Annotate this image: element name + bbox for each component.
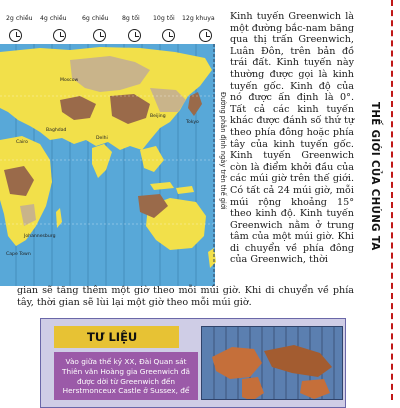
clock-icon [128,29,141,42]
tu-lieu-header: TƯ LIỆU [54,326,179,348]
clock-label-8pm: 8g tối [122,15,140,22]
mini-map-graphic [202,327,343,400]
clock-icon [9,29,22,42]
mini-time-zone-map [201,326,343,400]
tu-lieu-body: Vào giữa thế kỷ XX, Đài Quan sát Thiên văn Hoàng gia Greenwich đã được dời từ Greenwich đến Herstmonceux Castle ở Sussex, để [54,352,198,400]
continuation-paragraph: gian sẽ tăng thêm một giờ theo mỗi múi giờ. Khi di chuyển về phía tây, thời gian sẽ lùi lại một giờ theo mỗi múi giờ. [17,285,354,308]
clock-icon [162,29,175,42]
clock-label-12am: 12g khuya [182,15,215,22]
city-label-cape-town: Cape Town [6,252,31,257]
city-label-baghdad: Baghdad [46,128,67,133]
chapter-title: THẾ GIỚI CỦA CHÚNG TA [369,102,380,251]
city-label-beijing: Beijing [150,114,166,119]
city-label-moscow: Moscow [60,78,79,83]
city-label-tokyo: Tokyo [186,120,199,125]
time-zone-world-map [0,0,222,286]
city-label-johannesburg: Johannesburg [24,234,56,239]
dashed-divider [391,0,393,400]
clock-icon [93,29,106,42]
clock-label-6pm: 6g chiều [82,15,109,22]
world-map-graphic [0,0,222,286]
clock-label-4pm: 4g chiều [40,15,67,22]
main-paragraph: Kinh tuyến Greenwich là một đường bắc-nam băng qua thị trấn Greenwich, Luân Đôn, trên bản đồ trái đất. Kinh tuyến này thường được gọi là kinh tuyến gốc. Kinh độ của nó được ấn định là 0°. Tất cả các kinh tuyến khác được đánh số thứ tự theo phía đông hoặc phía tây của kinh tuyến gốc. Kinh tuyến Greenwich còn là điểm khởi đầu của các múi giờ trên thế giới. Có tất cả 24 múi giờ, mỗi múi rộng khoảng 15° theo kinh độ. Kinh tuyến Greenwich nằm ở trung tâm của một múi giờ. Khi di chuyển về phía đông của Greenwich, thời [230,11,354,266]
city-label-delhi: Delhi [96,136,108,141]
city-label-cairo: Cairo [16,140,28,145]
date-line-caption: Đường phân định ngày trên thế giới [219,92,227,210]
clock-icon [53,29,66,42]
clock-label-10pm: 10g tối [153,15,175,22]
clock-label-2pm: 2g chiều [6,15,33,22]
clock-icon [199,29,212,42]
